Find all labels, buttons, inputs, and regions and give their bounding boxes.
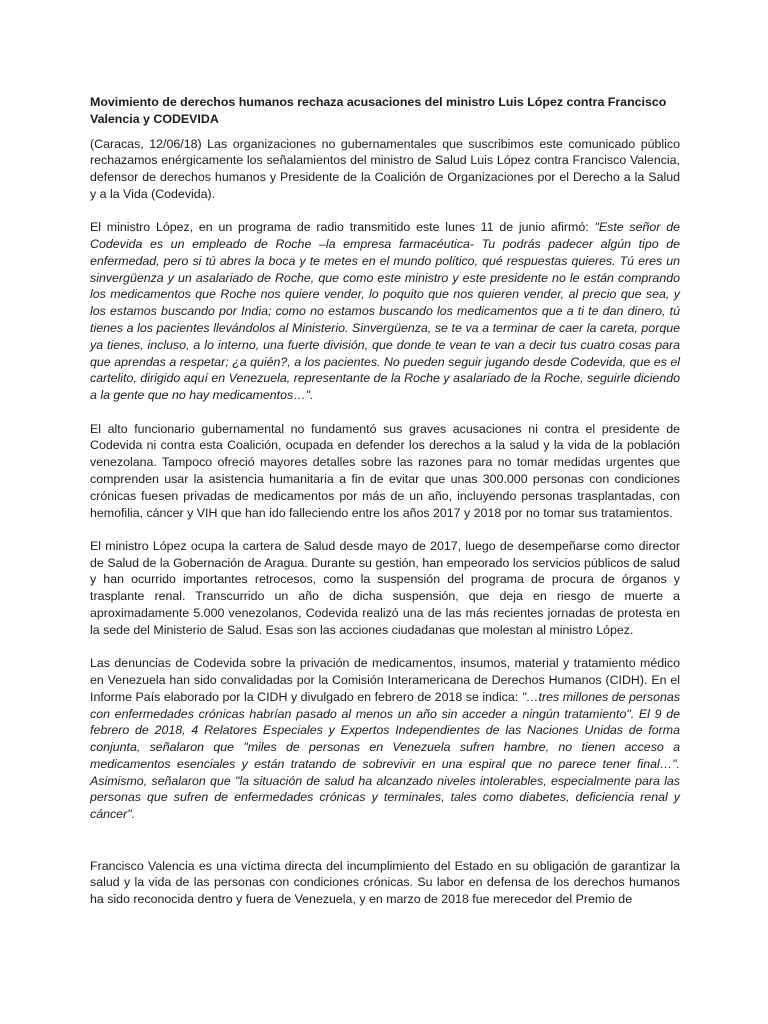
paragraph-6: Francisco Valencia es una víctima directa del incumplimiento del Estado en su obligación de garantizar la salud y la vida de las personas con condiciones crónicas. Su labor en defensa de los derechos humanos ha sido reconocida dentro y fuera de Venezuela, y en marzo de 2018 fue merecedor del Premio de: [90, 858, 680, 907]
paragraph-2-quote: "Este señor de Codevida es un empleado de Roche –la empresa farmacéutica- Tu podrás padecer algún tipo de enfermedad, pero si tú abres la boca y te metes en el mundo político, qué respuestas quieres. Tú eres un sinvergüenza y un asalariado de Roche, que como este ministro y este presidente no le están comprando los medicamentos que Roche nos quiere vender, lo poquito que nos quieren vender, al precio que sea, y los estamos buscando por India; como no estamos buscando los medicamentos que a ti te dan dinero, tú tienes a los pacientes llevándolos al Ministerio. Sinvergüenza, se te va a terminar de caer la careta, porque ya tienes, incluso, a lo interno, una fuerte división, que donde te vean te van a decir tus cuatro cosas para que aprendas a respetar; ¿a quién?, a los pacientes. No pueden seguir jugando desde Codevida, que es el cartelito, dirigido aquí en Venezuela, representante de la Roche y asalariado de la Roche, seguirle diciendo a la gente que no hay medicamentos…".: [90, 220, 680, 403]
paragraph-4: El ministro López ocupa la cartera de Salud desde mayo de 2017, luego de desempeñarse como director de Salud de la Gobernación de Aragua. Durante su gestión, han empeorado los servicios públicos de salud y han ocurrido importantes retrocesos, como la suspensión del programa de procura de órganos y trasplante renal. Transcurrido un año de dicha suspensión, que deja en riesgo de muerte a aproximadamente 5.000 venezolanos, Codevida realizó una de las más recientes jornadas de protesta en la sede del Ministerio de Salud. Esas son las acciones ciudadanas que molestan al ministro López.: [90, 538, 680, 637]
paragraph-2: [90, 219, 680, 404]
paragraph-5-intro: Las denuncias de Codevida sobre la privación de medicamentos, insumos, material y tratamiento médico en Venezuela han sido convalidadas por la Comisión Interamericana de Derechos Humanos (CIDH). En el Informe País elaborado por la CIDH y divulgado en febrero de 2018 se indica:: [90, 656, 680, 704]
paragraph-spacer: [90, 840, 680, 858]
document-page: [90, 94, 680, 924]
paragraph-1: (Caracas, 12/06/18) Las organizaciones no gubernamentales que suscribimos este comunicado público rechazamos enérgicamente los señalamientos del ministro de Salud Luis López contra Francisco Valencia, defensor de derechos humanos y Presidente de la Coalición de Organizaciones por el Derecho a la Salud y a la Vida (Codevida).: [90, 136, 680, 201]
paragraph-5-quote: "…tres millones de personas con enfermedades crónicas habrían pasado al menos un año sin acceder a ningún tratamiento". El 9 de febrero de 2018, 4 Relatores Especiales y Expertos Independientes de las Naciones Unidas de forma conjunta, señalaron que "miles de personas en Venezuela sufren hambre, no tienen acceso a medicamentos esenciales y están tratando de sobrevivir en una espiral que no parece tener final…". Asimismo, señalaron que "la situación de salud ha alcanzado niveles intolerables, especialmente para las personas que sufren de enfermedades crónicas y terminales, tales como diabetes, deficiencia renal y cáncer".: [90, 689, 680, 822]
paragraph-5: [90, 655, 680, 823]
paragraph-3: El alto funcionario gubernamental no fundamentó sus graves acusaciones ni contra el presidente de Codevida ni contra esta Coalición, ocupada en defender los derechos a la salud y la vida de la población venezolana. Tampoco ofreció mayores detalles sobre las razones para no tomar medidas urgentes que comprenden usar la asistencia humanitaria a fin de evitar que unas 300.000 personas con condiciones crónicas fuesen privadas de medicamentos por más de un año, incluyendo personas trasplantadas, con hemofilia, cáncer y VIH que han ido falleciendo entre los años 2017 y 2018 por no tomar sus tratamientos.: [90, 421, 680, 520]
paragraph-2-intro: El ministro López, en un programa de radio transmitido este lunes 11 de junio afirmó:: [90, 220, 595, 235]
document-title: Movimiento de derechos humanos rechaza acusaciones del ministro Luis López contra Francisco Valencia y CODEVIDA: [90, 95, 667, 126]
